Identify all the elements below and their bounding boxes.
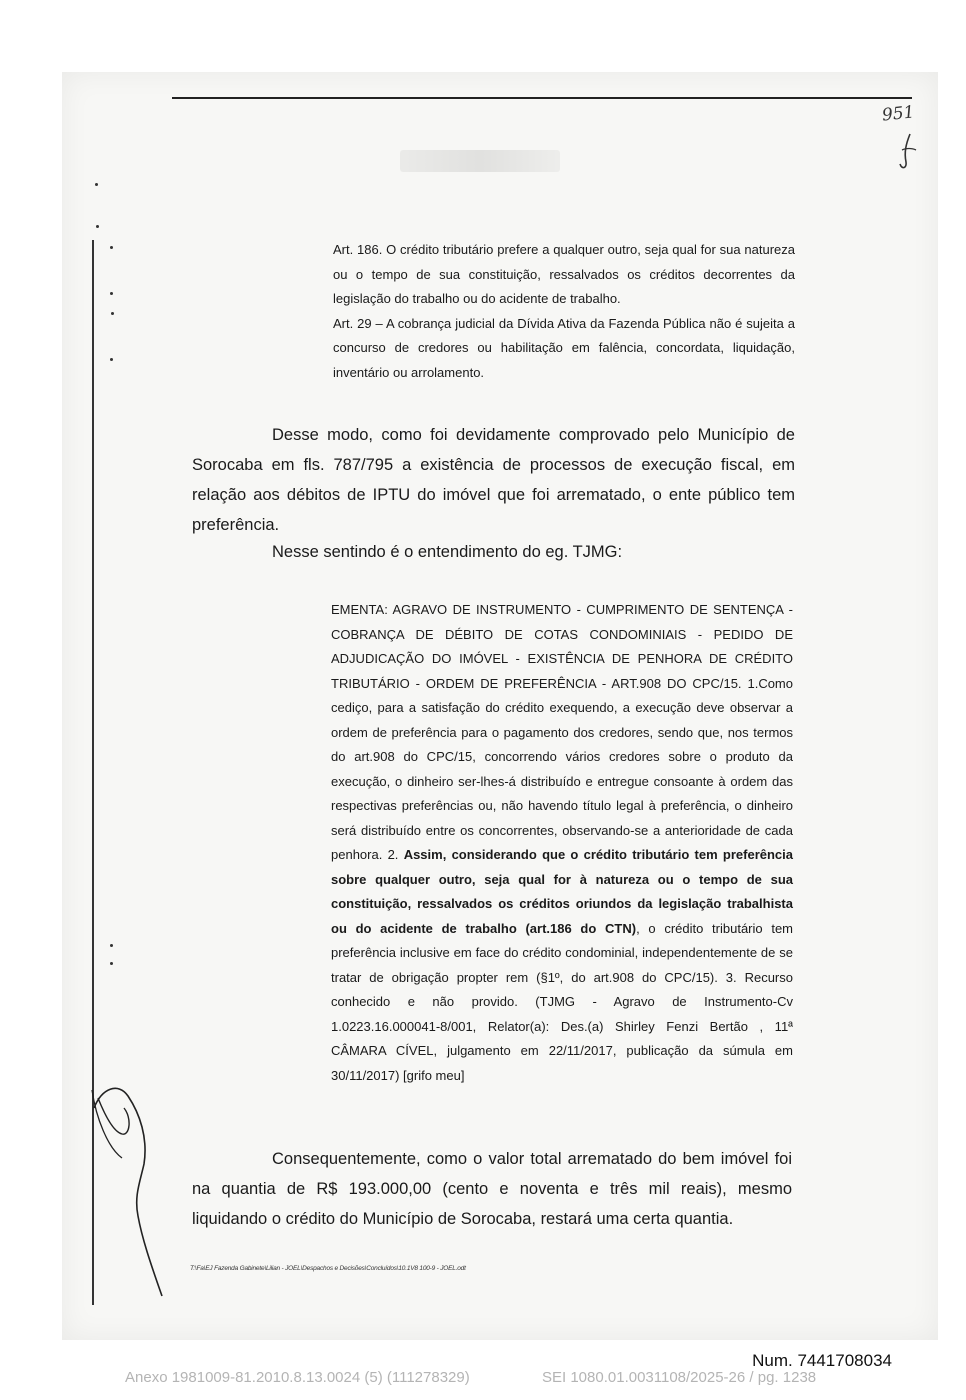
margin-speck <box>111 312 114 315</box>
margin-speck <box>110 292 113 295</box>
margin-speck <box>110 962 113 965</box>
margin-speck <box>110 246 113 249</box>
quote-emphasis: Assim, considerando que o crédito tributário tem preferência sobre qualquer outro, seja qual for à natureza ou o tempo de sua constituição, ressalvados os créditos oriundos da legislação trabalhista ou do acidente de trabalho (art.186 do CTN) <box>331 847 793 936</box>
quote-text: EMENTA: AGRAVO DE INSTRUMENTO - CUMPRIMENTO DE SENTENÇA - COBRANÇA DE DÉBITO DE COTAS CONDOMINIAIS - PEDIDO DE ADJUDICAÇÃO DO IMÓVEL - EXISTÊNCIA DE PENHORA DE CRÉDITO TRIBUTÁRIO - ORDEM DE PREFERÊNCIA - ART.908 DO CPC/15. 1.Como cediço, para a satisfação do crédito exequendo, a execução deve observar a ordem de preferência para o pagamento dos credores, sendo que, nos termos do art.908 do CPC/15, concorrendo vários credores sobre o produto da execução, o dinheiro ser-lhes-á distribuído e entregue consoante à ordem das respectivas preferências ou, não havendo título legal à preferência, o dinheiro será distribuído entre os concorrentes, observando-se a anterioridade de cada penhora. 2. <box>331 602 793 862</box>
citation-art29: Art. 29 – A cobrança judicial da Dívida Ativa da Fazenda Pública não é sujeita a concurso de credores ou habilitação em falência, concordata, liquidação, inventário ou arrolamento. <box>333 315 795 380</box>
margin-speck <box>95 183 98 186</box>
annex-reference: Anexo 1981009-81.2010.8.13.0024 (5) (111278329) <box>125 1369 470 1386</box>
paragraph-conclusion: Consequentemente, como o valor total arrematado do bem imóvel foi na quantia de R$ 193.000,00 (cento e noventa e três mil reais), mesmo liquidando o crédito do Município de Sorocaba, restará uma certa quantia. <box>192 1150 792 1228</box>
faded-header-residue <box>400 150 560 172</box>
file-path-footer: T:\Fa\EJ Fazenda Gabinete\Lilian - JOEL\Despachos e Decisões\Concluídos\10.1V8 100-9 - JOEL.odt <box>190 1265 466 1272</box>
folio-number: 951 <box>881 102 916 126</box>
margin-speck <box>96 225 99 228</box>
legal-citation-block <box>333 238 795 385</box>
paragraph-tjmg-intro: Nesse sentindo é o entendimento do eg. TJMG: <box>272 543 623 561</box>
margin-speck <box>110 358 113 361</box>
citation-art186: Art. 186. O crédito tributário prefere a qualquer outro, seja qual for sua natureza ou o tempo de sua constituição, ressalvados os créditos decorrentes da legislação do trabalho ou do acidente de trabalho. <box>333 242 795 306</box>
quote-text-continued: , o crédito tributário tem preferência inclusive em face do crédito condominial, independentemente de se tratar de obrigação propter rem (§1º, do art.908 do CPC/15). 3. Recurso conhecido e não provido. (TJMG - Agravo de Instrumento-Cv 1.0223.16.000041-8/001, Relator(a): Des.(a) Shirley Fenzi Bertão , 11ª CÂMARA CÍVEL, julgamento em 22/11/2017, publicação da súmula em 30/11/2017) [grifo meu] <box>331 920 794 1083</box>
jurisprudence-quote <box>331 598 793 1088</box>
header-rule <box>172 97 912 99</box>
margin-speck <box>110 944 113 947</box>
paragraph-preference: Desse modo, como foi devidamente comprovado pelo Município de Sorocaba em fls. 787/795 a existência de processos de execução fiscal, em relação aos débitos de IPTU do imóvel que foi arrematado, o ente público tem preferência. <box>192 426 795 534</box>
initials-mark <box>896 132 920 172</box>
handwritten-signature <box>88 1078 168 1303</box>
sei-reference: SEI 1080.01.0031108/2025-26 / pg. 1238 <box>542 1369 817 1386</box>
document-number: Num. 7441708034 <box>752 1351 892 1370</box>
